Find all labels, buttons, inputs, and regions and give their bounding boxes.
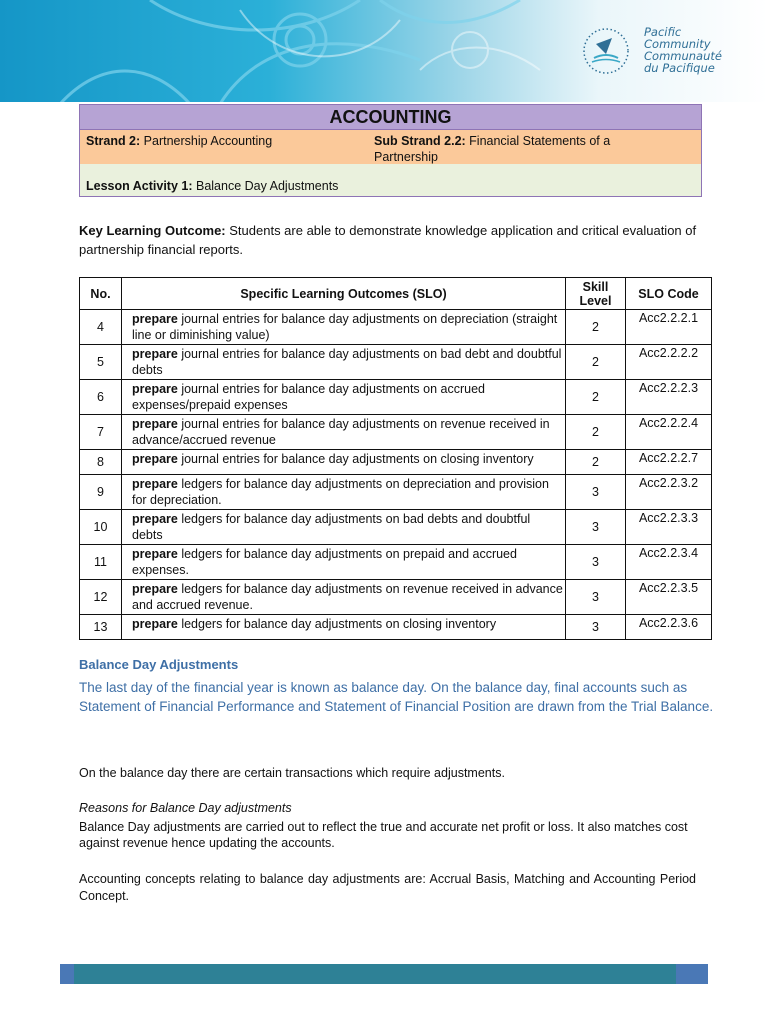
slo-verb: prepare [132, 477, 178, 491]
table-row [80, 475, 712, 510]
slo-verb: prepare [132, 347, 178, 361]
strand-label: Strand 2: [86, 134, 141, 148]
klo-text: Students are able to demonstrate knowledge application and critical evaluation of partnership financial reports. [79, 223, 697, 257]
slo-verb: prepare [132, 617, 178, 631]
slo-description [122, 450, 566, 475]
slo-text: ledgers for balance day adjustments on depreciation and provision for depreciation. [132, 477, 549, 507]
skill-level: 3 [566, 475, 626, 510]
slo-code: Acc2.2.3.2 [626, 475, 712, 510]
skill-level: 3 [566, 510, 626, 545]
skill-level: 3 [566, 580, 626, 615]
slo-text: ledgers for balance day adjustments on bad debts and doubtful debts [132, 512, 531, 542]
footer-bar [60, 964, 708, 984]
section-heading: Balance Day Adjustments [79, 657, 239, 672]
slo-description [122, 475, 566, 510]
slo-code: Acc2.2.2.4 [626, 415, 712, 450]
slo-verb: prepare [132, 582, 178, 596]
slo-verb: prepare [132, 512, 178, 526]
table-row [80, 545, 712, 580]
logo-line: du Pacifique [644, 61, 715, 75]
section-intro: The last day of the financial year is known as balance day. On the balance day, final accounts such as Statement of Financial Performance and Statement of Financial Position are drawn from the Trial Balance. [79, 680, 714, 714]
slo-code: Acc2.2.2.1 [626, 310, 712, 345]
slo-text: journal entries for balance day adjustments on bad debt and doubtful debts [132, 347, 562, 377]
logo-line: Community [644, 37, 711, 51]
strand-cell [86, 133, 272, 149]
slo-code: Acc2.2.3.4 [626, 545, 712, 580]
substrand-value: Financial Statements of a Partnership [374, 134, 611, 164]
row-number: 5 [80, 345, 122, 380]
column-header-skill-level: Skill Level [566, 278, 626, 310]
logo-emblem-icon [576, 24, 636, 78]
table-row [80, 580, 712, 615]
column-header-no: No. [80, 278, 122, 310]
subject-header [79, 104, 702, 197]
skill-level: 2 [566, 415, 626, 450]
row-number: 11 [80, 545, 122, 580]
klo-label: Key Learning Outcome: [79, 223, 226, 238]
row-number: 8 [80, 450, 122, 475]
skill-level: 2 [566, 345, 626, 380]
slo-description [122, 510, 566, 545]
row-number: 10 [80, 510, 122, 545]
slo-code: Acc2.2.3.5 [626, 580, 712, 615]
row-number: 4 [80, 310, 122, 345]
strand-value: Partnership Accounting [140, 134, 273, 148]
slo-text: ledgers for balance day adjustments on closing inventory [177, 617, 497, 631]
slo-text: ledgers for balance day adjustments on revenue received in advance and accrued revenue. [132, 582, 563, 612]
reasons-subheading: Reasons for Balance Day adjustments [79, 801, 292, 815]
lesson-value: Balance Day Adjustments [192, 179, 339, 193]
slo-description [122, 580, 566, 615]
footer-cap-right [676, 964, 708, 984]
skill-level: 2 [566, 310, 626, 345]
table-header-row [80, 278, 712, 310]
table-row [80, 510, 712, 545]
table-row [80, 450, 712, 475]
substrand-label: Sub Strand 2.2: [374, 134, 466, 148]
row-number: 9 [80, 475, 122, 510]
logo-wordmark [644, 26, 766, 74]
slo-text: journal entries for balance day adjustments on revenue received in advance/accrued revenue [132, 417, 550, 447]
table-row [80, 415, 712, 450]
lesson-cell [86, 179, 338, 193]
slo-code: Acc2.2.2.2 [626, 345, 712, 380]
row-number: 12 [80, 580, 122, 615]
slo-text: journal entries for balance day adjustments on closing inventory [177, 452, 534, 466]
skill-level: 3 [566, 615, 626, 640]
slo-verb: prepare [132, 452, 178, 466]
skill-level: 2 [566, 450, 626, 475]
slo-description [122, 415, 566, 450]
slo-text: journal entries for balance day adjustments on depreciation (straight line or diminishing value) [132, 312, 558, 342]
row-number: 6 [80, 380, 122, 415]
footer-cap-left [60, 964, 74, 984]
slo-description [122, 545, 566, 580]
logo-line: Communauté [644, 49, 722, 63]
table-row [80, 380, 712, 415]
slo-description [122, 380, 566, 415]
slo-description [122, 345, 566, 380]
substrand-cell [374, 133, 624, 165]
row-number: 7 [80, 415, 122, 450]
slo-verb: prepare [132, 547, 178, 561]
slo-code: Acc2.2.2.7 [626, 450, 712, 475]
table-row [80, 345, 712, 380]
slo-verb: prepare [132, 312, 178, 326]
slo-description [122, 310, 566, 345]
slo-table [79, 277, 712, 640]
header-banner [0, 0, 768, 104]
slo-text: ledgers for balance day adjustments on prepaid and accrued expenses. [132, 547, 517, 577]
slo-code: Acc2.2.3.3 [626, 510, 712, 545]
strand-row [80, 130, 701, 164]
table-row [80, 615, 712, 640]
slo-code: Acc2.2.3.6 [626, 615, 712, 640]
key-learning-outcome [79, 221, 709, 259]
pacific-community-logo [576, 24, 766, 84]
paragraph-reasons: Balance Day adjustments are carried out to reflect the true and accurate net profit or loss. It also matches cost against revenue hence updating the accounts. [79, 820, 688, 850]
slo-description [122, 615, 566, 640]
subject-title: ACCOUNTING [80, 105, 701, 130]
table-row [80, 310, 712, 345]
row-number: 13 [80, 615, 122, 640]
skill-level: 3 [566, 545, 626, 580]
slo-text: journal entries for balance day adjustments on accrued expenses/prepaid expenses [132, 382, 485, 412]
slo-verb: prepare [132, 382, 178, 396]
lesson-row [80, 164, 701, 196]
lesson-label: Lesson Activity 1: [86, 179, 193, 193]
paragraph-transactions: On the balance day there are certain transactions which require adjustments. [79, 766, 505, 780]
logo-line: Pacific [644, 25, 682, 39]
slo-verb: prepare [132, 417, 178, 431]
slo-code: Acc2.2.2.3 [626, 380, 712, 415]
column-header-slo-code: SLO Code [626, 278, 712, 310]
skill-level: 2 [566, 380, 626, 415]
paragraph-concepts: Accounting concepts relating to balance day adjustments are: Accrual Basis, Matching and Accounting Period Concept. [79, 872, 696, 903]
column-header-slo: Specific Learning Outcomes (SLO) [122, 278, 566, 310]
